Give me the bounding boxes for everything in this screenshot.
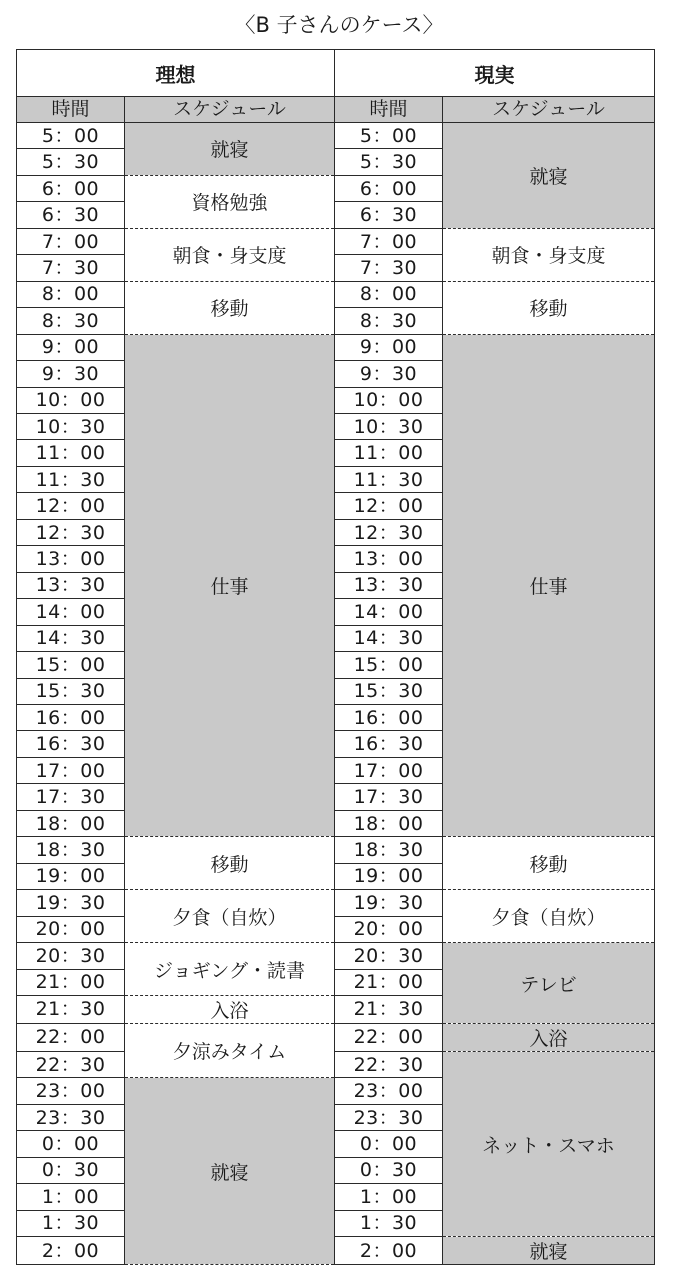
ideal-time-cell: 14：00 bbox=[17, 599, 125, 625]
ideal-time-cell: 23：00 bbox=[17, 1078, 125, 1104]
time-slot-row bbox=[17, 228, 655, 254]
time-slot-row bbox=[17, 1023, 655, 1051]
ideal-time-cell: 23：30 bbox=[17, 1104, 125, 1130]
actual-time-header: 時間 bbox=[335, 97, 443, 123]
actual-time-cell: 13：30 bbox=[335, 572, 443, 598]
ideal-time-cell: 21：30 bbox=[17, 995, 125, 1023]
ideal-time-cell: 1：30 bbox=[17, 1210, 125, 1236]
section-ideal: 理想 bbox=[17, 50, 335, 97]
ideal-time-cell: 5：00 bbox=[17, 123, 125, 149]
actual-time-cell: 20：00 bbox=[335, 916, 443, 942]
ideal-time-cell: 8：30 bbox=[17, 308, 125, 334]
actual-time-cell: 17：30 bbox=[335, 784, 443, 810]
actual-time-cell: 23：30 bbox=[335, 1104, 443, 1130]
actual-time-cell: 10：00 bbox=[335, 387, 443, 413]
actual-time-cell: 10：30 bbox=[335, 413, 443, 439]
actual-schedule-block: 移動 bbox=[443, 837, 655, 890]
ideal-time-cell: 18：00 bbox=[17, 810, 125, 836]
actual-time-cell: 9：00 bbox=[335, 334, 443, 360]
ideal-schedule-block: 夕涼みタイム bbox=[125, 1023, 335, 1077]
ideal-time-cell: 13：30 bbox=[17, 572, 125, 598]
ideal-schedule-block: 移動 bbox=[125, 281, 335, 334]
ideal-time-cell: 7：00 bbox=[17, 228, 125, 254]
ideal-time-cell: 11：30 bbox=[17, 466, 125, 492]
actual-time-cell: 18：00 bbox=[335, 810, 443, 836]
actual-time-cell: 15：00 bbox=[335, 652, 443, 678]
ideal-time-cell: 17：00 bbox=[17, 757, 125, 783]
actual-time-cell: 8：30 bbox=[335, 308, 443, 334]
ideal-time-cell: 16：30 bbox=[17, 731, 125, 757]
ideal-time-cell: 19：30 bbox=[17, 890, 125, 916]
actual-time-cell: 20：30 bbox=[335, 943, 443, 969]
actual-time-cell: 11：00 bbox=[335, 440, 443, 466]
actual-time-cell: 5：30 bbox=[335, 149, 443, 175]
actual-time-cell: 16：30 bbox=[335, 731, 443, 757]
ideal-schedule-block: 就寝 bbox=[125, 123, 335, 176]
ideal-schedule-block: 入浴 bbox=[125, 995, 335, 1023]
actual-time-cell: 6：30 bbox=[335, 202, 443, 228]
ideal-time-cell: 20：00 bbox=[17, 916, 125, 942]
ideal-schedule-header: スケジュール bbox=[125, 97, 335, 123]
ideal-schedule-block: 朝食・身支度 bbox=[125, 228, 335, 281]
actual-time-cell: 19：00 bbox=[335, 863, 443, 889]
ideal-time-cell: 2：00 bbox=[17, 1237, 125, 1265]
actual-time-cell: 2：00 bbox=[335, 1237, 443, 1265]
actual-schedule-block: 入浴 bbox=[443, 1023, 655, 1051]
time-slot-row bbox=[17, 890, 655, 916]
document-title: 〈B 子さんのケース〉 bbox=[234, 13, 444, 37]
ideal-schedule-block: ジョギング・読書 bbox=[125, 943, 335, 996]
ideal-time-cell: 0：30 bbox=[17, 1157, 125, 1183]
ideal-time-cell: 11：00 bbox=[17, 440, 125, 466]
actual-time-cell: 0：30 bbox=[335, 1157, 443, 1183]
actual-schedule-block: 移動 bbox=[443, 281, 655, 334]
schedule-body bbox=[17, 123, 655, 1265]
actual-time-cell: 14：30 bbox=[335, 625, 443, 651]
actual-schedule-header: スケジュール bbox=[443, 97, 655, 123]
time-slot-row bbox=[17, 1237, 655, 1265]
time-slot-row bbox=[17, 281, 655, 307]
actual-time-cell: 23：00 bbox=[335, 1078, 443, 1104]
column-header-row bbox=[17, 97, 655, 123]
actual-time-cell: 8：00 bbox=[335, 281, 443, 307]
ideal-time-cell: 9：30 bbox=[17, 361, 125, 387]
actual-time-cell: 7：30 bbox=[335, 255, 443, 281]
actual-schedule-block: 就寝 bbox=[443, 1237, 655, 1265]
ideal-schedule-block: 移動 bbox=[125, 837, 335, 890]
ideal-time-cell: 10：30 bbox=[17, 413, 125, 439]
actual-time-cell: 22：30 bbox=[335, 1051, 443, 1077]
actual-schedule-block: 朝食・身支度 bbox=[443, 228, 655, 281]
time-slot-row bbox=[17, 123, 655, 149]
ideal-time-cell: 22：30 bbox=[17, 1051, 125, 1077]
ideal-time-cell: 10：00 bbox=[17, 387, 125, 413]
actual-time-cell: 7：00 bbox=[335, 228, 443, 254]
ideal-time-cell: 21：00 bbox=[17, 969, 125, 995]
actual-schedule-block: 夕食（自炊） bbox=[443, 890, 655, 943]
ideal-time-header: 時間 bbox=[17, 97, 125, 123]
ideal-time-cell: 13：00 bbox=[17, 546, 125, 572]
actual-time-cell: 6：00 bbox=[335, 175, 443, 201]
ideal-time-cell: 7：30 bbox=[17, 255, 125, 281]
ideal-time-cell: 17：30 bbox=[17, 784, 125, 810]
time-slot-row bbox=[17, 334, 655, 360]
actual-time-cell: 17：00 bbox=[335, 757, 443, 783]
ideal-time-cell: 15：00 bbox=[17, 652, 125, 678]
ideal-schedule-block: 夕食（自炊） bbox=[125, 890, 335, 943]
actual-time-cell: 18：30 bbox=[335, 837, 443, 863]
ideal-time-cell: 6：30 bbox=[17, 202, 125, 228]
actual-time-cell: 12：30 bbox=[335, 519, 443, 545]
actual-time-cell: 0：00 bbox=[335, 1131, 443, 1157]
ideal-time-cell: 12：30 bbox=[17, 519, 125, 545]
actual-schedule-block: 仕事 bbox=[443, 334, 655, 837]
ideal-time-cell: 6：00 bbox=[17, 175, 125, 201]
actual-schedule-block: 就寝 bbox=[443, 123, 655, 229]
ideal-time-cell: 1：00 bbox=[17, 1184, 125, 1210]
ideal-time-cell: 18：30 bbox=[17, 837, 125, 863]
ideal-time-cell: 0：00 bbox=[17, 1131, 125, 1157]
actual-time-cell: 14：00 bbox=[335, 599, 443, 625]
ideal-time-cell: 15：30 bbox=[17, 678, 125, 704]
ideal-time-cell: 22：00 bbox=[17, 1023, 125, 1051]
actual-time-cell: 21：00 bbox=[335, 969, 443, 995]
section-header-row bbox=[17, 50, 655, 97]
actual-time-cell: 22：00 bbox=[335, 1023, 443, 1051]
actual-time-cell: 21：30 bbox=[335, 995, 443, 1023]
time-slot-row bbox=[17, 1051, 655, 1077]
actual-time-cell: 13：00 bbox=[335, 546, 443, 572]
ideal-time-cell: 16：00 bbox=[17, 704, 125, 730]
actual-time-cell: 11：30 bbox=[335, 466, 443, 492]
schedule-table bbox=[16, 49, 655, 1265]
time-slot-row bbox=[17, 837, 655, 863]
ideal-time-cell: 9：00 bbox=[17, 334, 125, 360]
ideal-time-cell: 20：30 bbox=[17, 943, 125, 969]
actual-time-cell: 15：30 bbox=[335, 678, 443, 704]
actual-time-cell: 1：30 bbox=[335, 1210, 443, 1236]
actual-schedule-block: テレビ bbox=[443, 943, 655, 1024]
actual-time-cell: 16：00 bbox=[335, 704, 443, 730]
actual-time-cell: 12：00 bbox=[335, 493, 443, 519]
actual-time-cell: 19：30 bbox=[335, 890, 443, 916]
actual-schedule-block: ネット・スマホ bbox=[443, 1051, 655, 1236]
actual-time-cell: 5：00 bbox=[335, 123, 443, 149]
ideal-time-cell: 14：30 bbox=[17, 625, 125, 651]
ideal-schedule-block: 就寝 bbox=[125, 1078, 335, 1265]
ideal-time-cell: 8：00 bbox=[17, 281, 125, 307]
actual-time-cell: 1：00 bbox=[335, 1184, 443, 1210]
ideal-time-cell: 12：00 bbox=[17, 493, 125, 519]
section-actual: 現実 bbox=[335, 50, 655, 97]
ideal-schedule-block: 仕事 bbox=[125, 334, 335, 837]
ideal-schedule-block: 資格勉強 bbox=[125, 175, 335, 228]
ideal-time-cell: 19：00 bbox=[17, 863, 125, 889]
ideal-time-cell: 5：30 bbox=[17, 149, 125, 175]
time-slot-row bbox=[17, 943, 655, 969]
actual-time-cell: 9：30 bbox=[335, 361, 443, 387]
